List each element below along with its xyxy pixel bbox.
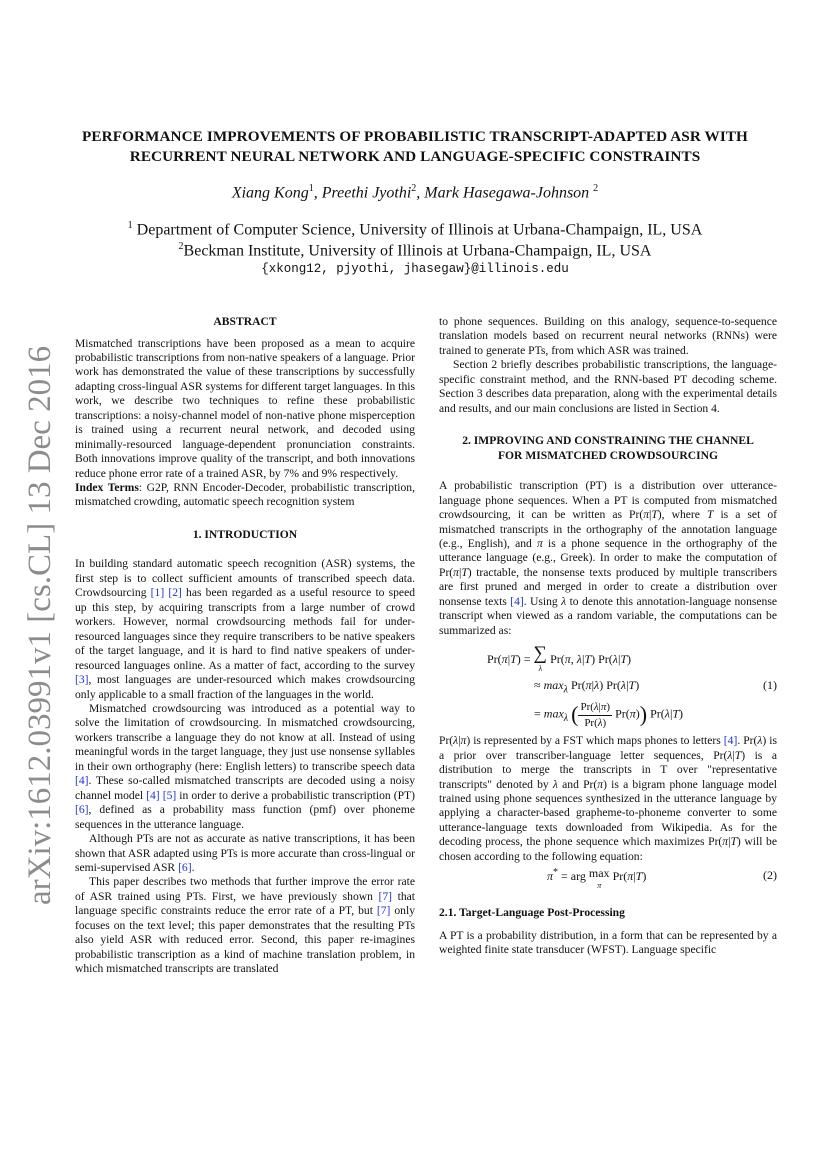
paper-title: PERFORMANCE IMPROVEMENTS OF PROBABILISTIC TRANSCRIPT-ADAPTED ASR WITH RECURRENT NEURAL NETWORK AND LANGUAGE-SPECIFIC CONSTRAINTS xyxy=(82,128,748,165)
section2-heading-line2: FOR MISMATCHED CROWDSOURCING xyxy=(497,448,719,462)
author-3-sup: 2 xyxy=(593,183,599,194)
equation-1: Pr(π|T) = ∑ λ Pr(π, λ|T) Pr(λ|T) ≈ $\max_\lambda Pr(\pi|\lambda)$ Pr(λ|T) = $\max_\lambda$ ( $\frac{Pr(\lambda|\pi)}{Pr(\lambda)}$ Pr(π)) Pr(λ|T) (1) xyxy=(487,643,777,729)
index-terms-label: Index Terms xyxy=(75,481,139,495)
citation-link[interactable]: [6] xyxy=(178,860,192,874)
citation-link[interactable]: [5] xyxy=(162,788,177,802)
equation-2-number: (2) xyxy=(763,868,777,883)
section2-heading-line1: 2. IMPROVING AND CONSTRAINING THE CHANNEL xyxy=(462,434,754,448)
section2-paragraph-2: Pr(λ|π) is represented by a FST which maps phones to letters [4]. Pr(λ) is a prior over transcriber-language letter sequences, Pr(λ|T) is a distribution to merge the transcripts in T over "representative transcripts" denoted by λ and Pr(π) is a bigram phone language model trained using phone sequences synthesized in the utterance language by applying a character-based grapheme-to-phoneme converter to some utterance-language texts downloaded from Wikipedia. As for the decoding process, the phone sequence which maximizes Pr(π|T) will be chosen according to the following equation: xyxy=(439,734,777,863)
affiliation-2-sup: 2 xyxy=(178,241,184,252)
citation-link[interactable]: [7] xyxy=(376,904,391,918)
intro-paragraph-3: Although PTs are not as accurate as native transcriptions, it has been shown that ASR adapted using PTs is more accurate than cross-lingual or semi-supervised ASR [6]. xyxy=(75,832,415,874)
author-1: Xiang Kong xyxy=(231,184,309,202)
citation-link[interactable]: [4] xyxy=(723,734,738,748)
author-2-sup: 2 xyxy=(411,183,417,194)
citation-link[interactable]: [7] xyxy=(378,889,393,903)
citation-link[interactable]: [2] xyxy=(168,586,182,600)
citation-link[interactable]: [4] xyxy=(146,788,160,802)
citation-link[interactable]: [4] xyxy=(510,594,524,608)
section2-paragraph-1: A probabilistic transcription (PT) is a distribution over utterance-language phone sequences. When a PT is computed from mismatched crowdsourcing, it can be written as Pr(π|T), where T is a set of mismatched transcripts in the orthography of the annotation language (e.g., English), and π is a phone sequence in the orthography of the utterance language (e.g., Greek). In order to make the computation of Pr(π|T) tractable, the nonsense texts produced by multiple transcribers are first pruned and merged in order to create a distribution over nonsense texts [4]. Using λ to denote this annotation-language nonsense transcript when viewed as a random variable, the computations can be summarized as: xyxy=(439,479,777,637)
citation-link[interactable]: [4] xyxy=(75,774,89,788)
author-email: {xkong12, pjyothi, jhasegaw}@illinois.edu xyxy=(261,262,569,276)
affiliation-1 xyxy=(60,220,770,239)
author-1-sup: 1 xyxy=(308,183,314,194)
subsection-2-1-heading: 2.1. Target-Language Post-Processing xyxy=(439,906,625,920)
author-2: , Preethi Jyothi xyxy=(313,184,412,202)
citation-link[interactable]: [1] xyxy=(150,586,165,600)
abstract-heading: ABSTRACT xyxy=(213,315,277,328)
intro-paragraph-2: Mismatched crowdsourcing was introduced as a potential way to solve the limitation of crowdsourcing. In mismatched crowdsourcing, workers transcribe a language they do not know at all. Instead of using meaningful words in the target language, they just use nonsense syllables in their own orthography (here: English letters) to transcribe speech data [4]. These so-called mismatched transcripts are decoded using a noisy channel model [4] [5] in order to derive a probabilistic transcription (PT) [6], defined as a probability mass function (pmf) over phoneme sequences in the utterance language. xyxy=(75,701,415,831)
index-terms xyxy=(75,481,415,510)
author-line xyxy=(60,183,770,202)
index-terms-text: : G2P, RNN Encoder-Decoder, probabilistic transcription, mismatched crowding, automatic speech recognition system xyxy=(75,481,416,509)
abstract-text: Mismatched transcriptions have been proposed as a mean to acquire probabilistic transcriptions from non-native speakers of a language. Prior work has demonstrated the value of these transcriptions by successfully adapting cross-lingual ASR systems for different target languages. In this work, we describe two techniques to refine these probabilistic transcriptions: a noisy-channel model of non-native phone misperception is trained using a recurrent neural network, and decoded using minimally-resourced language-dependent pronunciation constraints. Both innovations improve quality of the transcript, and both innovations reduce phone error rate of a trained ASR, by 7% and 9% respectively. xyxy=(75,336,415,480)
affiliation-1-text: Department of Computer Science, University of Illinois at Urbana-Champaign, IL, USA xyxy=(132,221,703,239)
intro-paragraph-1: In building standard automatic speech recognition (ASR) systems, the first step is to collect sufficient amounts of transcribed speech data. Crowdsourcing [1] [2] has been regarded as a useful resource to speed up this step, by acquiring transcripts from a large number of crowd workers. However, normal crowdsourcing methods fail for under-resourced languages since they require transcribers to be native speakers of the target language, and it is hard to find native speakers of under-resourced languages online. As a matter of fact, according to the survey [3], most languages are under-resourced which makes crowdsourcing only applicable to a small fraction of the languages in the world. xyxy=(75,557,416,701)
equation-1-number: (1) xyxy=(763,678,777,693)
intro-paragraph-4: This paper describes two methods that further improve the error rate of ASR trained using PTs. First, we have previously shown [7] that language specific constraints reduce the error rate of a PT, but [7] only focuses on the text level; this paper demonstrates that the resulting PTs also yield ASR with reduced error. Second, this paper re-imagines probabilistic transcription as a kind of machine translation problem, in which mismatched transcripts are translated xyxy=(75,875,415,976)
citation-link[interactable]: [3] xyxy=(75,673,89,687)
section2-1-paragraph: A PT is a probability distribution, in a form that can be represented by a weighted finite state transducer (WFST). Language specific xyxy=(439,928,777,957)
arxiv-watermark-text: arXiv:1612.03991v1 [cs.CL] 13 Dec 2016 xyxy=(22,345,58,905)
affiliation-2 xyxy=(60,241,770,260)
section2-heading xyxy=(439,434,777,463)
intro-paragraph-6: Section 2 briefly describes probabilistic transcriptions, the language-specific constraint method, and the RNN-based PT decoding scheme. Section 3 describes data preparation, along with the experimental details and results, and our main conclusions are listed in Section 4. xyxy=(439,358,777,415)
citation-link[interactable]: [6] xyxy=(75,803,89,817)
equation-2: π* = arg max π Pr(π|T) (2) xyxy=(547,866,777,891)
arxiv-watermark xyxy=(12,330,62,910)
right-column xyxy=(439,315,777,958)
affiliation-2-text: Beckman Institute, University of Illinois at Urbana-Champaign, IL, USA xyxy=(183,242,652,260)
intro-paragraph-5: to phone sequences. Building on this analogy, sequence-to-sequence translation models based on recurrent neural networks (RNNs) were trained to generate PTs, from which ASR was trained. xyxy=(439,315,777,357)
affiliation-1-sup: 1 xyxy=(127,220,133,231)
intro-heading: 1. INTRODUCTION xyxy=(192,527,298,541)
author-3: , Mark Hasegawa-Johnson xyxy=(416,184,594,202)
left-column xyxy=(75,315,415,977)
